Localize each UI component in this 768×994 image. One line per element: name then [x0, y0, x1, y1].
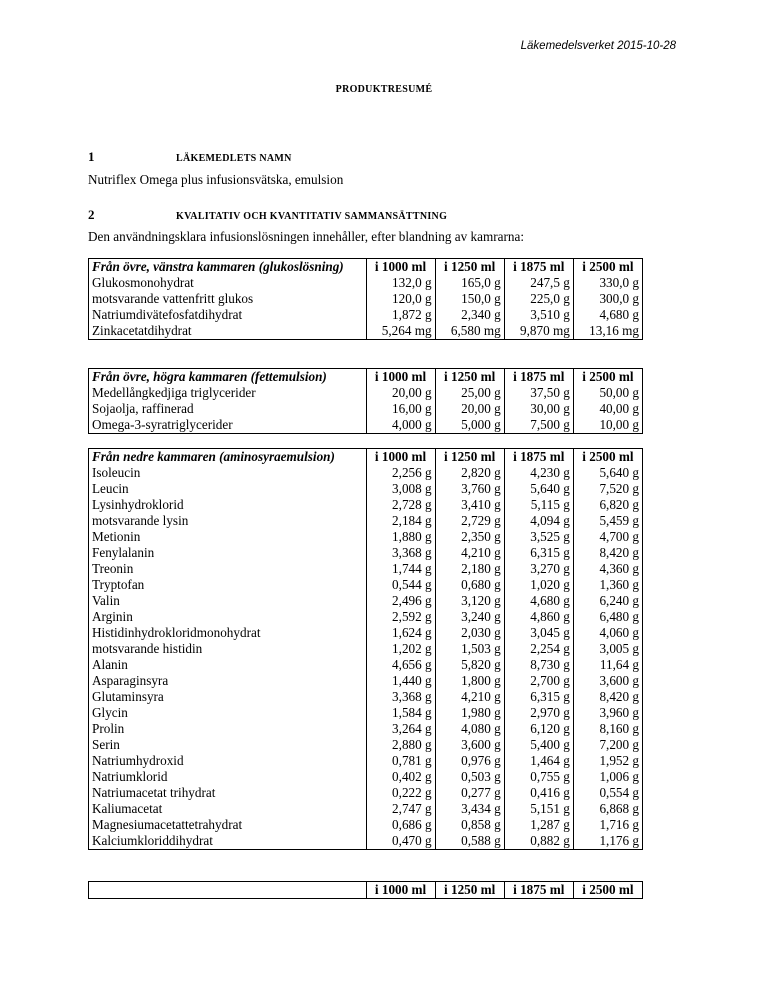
table-row	[89, 577, 643, 593]
table-row	[89, 625, 643, 641]
ingredient-value: 3,264 g	[366, 721, 435, 737]
ingredient-name: Metionin	[89, 529, 367, 545]
column-header: i 1000 ml	[366, 449, 435, 466]
ingredient-value: 2,592 g	[366, 609, 435, 625]
ingredient-name: Isoleucin	[89, 465, 367, 481]
table-row	[89, 689, 643, 705]
ingredient-value: 4,210 g	[435, 545, 504, 561]
ingredient-value: 0,544 g	[366, 577, 435, 593]
ingredient-name: Glutaminsyra	[89, 689, 367, 705]
ingredient-value: 0,755 g	[504, 769, 573, 785]
table-row	[89, 801, 643, 817]
ingredient-value: 3,240 g	[435, 609, 504, 625]
ingredient-value: 1,952 g	[573, 753, 642, 769]
table-row	[89, 545, 643, 561]
table-row	[89, 275, 643, 291]
ingredient-value: 4,000 g	[366, 417, 435, 434]
table-glucose-chamber	[88, 258, 643, 340]
table-row	[89, 561, 643, 577]
section-1-heading	[88, 149, 292, 165]
table-row	[89, 401, 643, 417]
ingredient-value: 30,00 g	[504, 401, 573, 417]
ingredient-value: 225,0 g	[504, 291, 573, 307]
ingredient-value: 3,368 g	[366, 689, 435, 705]
ingredient-name: Sojaolja, raffinerad	[89, 401, 367, 417]
ingredient-value: 4,060 g	[573, 625, 642, 641]
column-header: i 1250 ml	[435, 259, 504, 276]
ingredient-value: 5,640 g	[504, 481, 573, 497]
ingredient-value: 7,200 g	[573, 737, 642, 753]
ingredient-value: 1,440 g	[366, 673, 435, 689]
ingredient-value: 6,240 g	[573, 593, 642, 609]
table-row	[89, 385, 643, 401]
ingredient-value: 25,00 g	[435, 385, 504, 401]
ingredient-name: Medellångkedjiga triglycerider	[89, 385, 367, 401]
table-row	[89, 737, 643, 753]
ingredient-name: Natriumhydroxid	[89, 753, 367, 769]
ingredient-name: motsvarande lysin	[89, 513, 367, 529]
ingredient-name: motsvarande vattenfritt glukos	[89, 291, 367, 307]
header-date: Läkemedelsverket 2015-10-28	[520, 40, 676, 52]
ingredient-value: 1,744 g	[366, 561, 435, 577]
ingredient-value: 50,00 g	[573, 385, 642, 401]
column-header: i 1250 ml	[435, 369, 504, 386]
ingredient-name: Glukosmonohydrat	[89, 275, 367, 291]
ingredient-value: 330,0 g	[573, 275, 642, 291]
ingredient-value: 20,00 g	[435, 401, 504, 417]
ingredient-value: 10,00 g	[573, 417, 642, 434]
ingredient-value: 1,800 g	[435, 673, 504, 689]
ingredient-value: 0,416 g	[504, 785, 573, 801]
ingredient-value: 4,094 g	[504, 513, 573, 529]
ingredient-value: 0,503 g	[435, 769, 504, 785]
table-row	[89, 481, 643, 497]
ingredient-value: 3,368 g	[366, 545, 435, 561]
composition-intro: Den användningsklara infusionslösningen innehåller, efter blandning av kamrarna:	[88, 229, 524, 244]
ingredient-value: 1,716 g	[573, 817, 642, 833]
table-section-title	[89, 882, 367, 899]
ingredient-name: Serin	[89, 737, 367, 753]
ingredient-value: 132,0 g	[366, 275, 435, 291]
table-row	[89, 721, 643, 737]
ingredient-value: 6,820 g	[573, 497, 642, 513]
ingredient-value: 5,820 g	[435, 657, 504, 673]
ingredient-value: 2,350 g	[435, 529, 504, 545]
ingredient-value: 8,160 g	[573, 721, 642, 737]
ingredient-value: 1,584 g	[366, 705, 435, 721]
document-title: PRODUKTRESUMÉ	[335, 84, 433, 95]
ingredient-value: 4,656 g	[366, 657, 435, 673]
section-number: 2	[88, 207, 95, 222]
table-row	[89, 513, 643, 529]
ingredient-value: 4,680 g	[573, 307, 642, 323]
ingredient-value: 3,434 g	[435, 801, 504, 817]
ingredient-value: 11,64 g	[573, 657, 642, 673]
ingredient-value: 0,858 g	[435, 817, 504, 833]
ingredient-value: 0,277 g	[435, 785, 504, 801]
ingredient-name: Asparaginsyra	[89, 673, 367, 689]
ingredient-value: 0,686 g	[366, 817, 435, 833]
ingredient-value: 16,00 g	[366, 401, 435, 417]
ingredient-value: 2,970 g	[504, 705, 573, 721]
ingredient-value: 0,554 g	[573, 785, 642, 801]
ingredient-value: 1,020 g	[504, 577, 573, 593]
table-section-title: Från övre, vänstra kammaren (glukoslösning)	[89, 259, 367, 276]
column-header: i 1000 ml	[366, 259, 435, 276]
table-row	[89, 593, 643, 609]
column-header: i 1250 ml	[435, 449, 504, 466]
ingredient-value: 5,000 g	[435, 417, 504, 434]
column-header: i 1875 ml	[504, 369, 573, 386]
product-name: Nutriflex Omega plus infusionsvätska, emulsion	[88, 172, 344, 187]
ingredient-value: 6,868 g	[573, 801, 642, 817]
ingredient-value: 13,16 mg	[573, 323, 642, 340]
table-header-row	[89, 369, 643, 386]
column-header: i 1000 ml	[366, 369, 435, 386]
section-title: LÄKEMEDLETS NAMN	[176, 153, 292, 164]
ingredient-name: Natriumklorid	[89, 769, 367, 785]
ingredient-value: 8,420 g	[573, 545, 642, 561]
ingredient-value: 150,0 g	[435, 291, 504, 307]
section-2-heading	[88, 207, 447, 223]
ingredient-value: 37,50 g	[504, 385, 573, 401]
table-row	[89, 705, 643, 721]
ingredient-value: 247,5 g	[504, 275, 573, 291]
ingredient-value: 2,880 g	[366, 737, 435, 753]
ingredient-name: Tryptofan	[89, 577, 367, 593]
ingredient-value: 0,222 g	[366, 785, 435, 801]
table-row	[89, 609, 643, 625]
section-title: KVALITATIV OCH KVANTITATIV SAMMANSÄTTNING	[176, 211, 448, 222]
ingredient-value: 2,180 g	[435, 561, 504, 577]
ingredient-value: 4,680 g	[504, 593, 573, 609]
ingredient-value: 6,120 g	[504, 721, 573, 737]
ingredient-value: 6,315 g	[504, 545, 573, 561]
ingredient-value: 2,700 g	[504, 673, 573, 689]
table-row	[89, 417, 643, 434]
table-section-title: Från övre, högra kammaren (fettemulsion)	[89, 369, 367, 386]
ingredient-value: 2,340 g	[435, 307, 504, 323]
ingredient-value: 7,520 g	[573, 481, 642, 497]
ingredient-value: 6,580 mg	[435, 323, 504, 340]
ingredient-value: 3,760 g	[435, 481, 504, 497]
ingredient-name: Arginin	[89, 609, 367, 625]
table-row	[89, 657, 643, 673]
ingredient-value: 2,030 g	[435, 625, 504, 641]
ingredient-name: Alanin	[89, 657, 367, 673]
table-header-row	[89, 259, 643, 276]
ingredient-value: 40,00 g	[573, 401, 642, 417]
ingredient-value: 3,270 g	[504, 561, 573, 577]
ingredient-value: 0,781 g	[366, 753, 435, 769]
table-row	[89, 497, 643, 513]
ingredient-value: 300,0 g	[573, 291, 642, 307]
ingredient-name: Kalciumkloriddihydrat	[89, 833, 367, 850]
ingredient-name: Histidinhydrokloridmonohydrat	[89, 625, 367, 641]
ingredient-value: 4,230 g	[504, 465, 573, 481]
ingredient-value: 1,464 g	[504, 753, 573, 769]
column-header: i 1875 ml	[504, 882, 573, 899]
column-header: i 1875 ml	[504, 259, 573, 276]
ingredient-name: Prolin	[89, 721, 367, 737]
ingredient-value: 5,264 mg	[366, 323, 435, 340]
ingredient-value: 1,503 g	[435, 641, 504, 657]
ingredient-name: Leucin	[89, 481, 367, 497]
ingredient-value: 3,600 g	[573, 673, 642, 689]
ingredient-name: motsvarande histidin	[89, 641, 367, 657]
column-header: i 1000 ml	[366, 882, 435, 899]
table-amino-acid-chamber	[88, 448, 643, 850]
ingredient-value: 20,00 g	[366, 385, 435, 401]
ingredient-value: 0,402 g	[366, 769, 435, 785]
ingredient-value: 5,115 g	[504, 497, 573, 513]
ingredient-value: 2,729 g	[435, 513, 504, 529]
ingredient-value: 4,210 g	[435, 689, 504, 705]
table-next-header	[88, 881, 643, 899]
ingredient-value: 1,980 g	[435, 705, 504, 721]
column-header: i 2500 ml	[573, 369, 642, 386]
ingredient-value: 4,860 g	[504, 609, 573, 625]
ingredient-value: 3,525 g	[504, 529, 573, 545]
ingredient-value: 4,360 g	[573, 561, 642, 577]
ingredient-name: Fenylalanin	[89, 545, 367, 561]
ingredient-value: 1,176 g	[573, 833, 642, 850]
section-number: 1	[88, 149, 95, 164]
ingredient-value: 1,202 g	[366, 641, 435, 657]
ingredient-value: 1,880 g	[366, 529, 435, 545]
ingredient-name: Lysinhydroklorid	[89, 497, 367, 513]
ingredient-value: 3,960 g	[573, 705, 642, 721]
table-row	[89, 323, 643, 340]
table-row	[89, 641, 643, 657]
table-fat-emulsion-chamber	[88, 368, 643, 434]
ingredient-name: Zinkacetatdihydrat	[89, 323, 367, 340]
ingredient-value: 9,870 mg	[504, 323, 573, 340]
column-header: i 2500 ml	[573, 259, 642, 276]
table-row	[89, 817, 643, 833]
table-row	[89, 673, 643, 689]
ingredient-value: 165,0 g	[435, 275, 504, 291]
column-header: i 2500 ml	[573, 449, 642, 466]
ingredient-value: 2,728 g	[366, 497, 435, 513]
ingredient-value: 2,256 g	[366, 465, 435, 481]
ingredient-value: 3,005 g	[573, 641, 642, 657]
ingredient-name: Natriumdivätefosfatdihydrat	[89, 307, 367, 323]
ingredient-value: 1,360 g	[573, 577, 642, 593]
ingredient-name: Natriumacetat trihydrat	[89, 785, 367, 801]
ingredient-value: 8,420 g	[573, 689, 642, 705]
ingredient-value: 2,747 g	[366, 801, 435, 817]
ingredient-value: 1,872 g	[366, 307, 435, 323]
ingredient-value: 2,820 g	[435, 465, 504, 481]
ingredient-value: 1,006 g	[573, 769, 642, 785]
ingredient-value: 0,470 g	[366, 833, 435, 850]
ingredient-value: 0,976 g	[435, 753, 504, 769]
ingredient-value: 8,730 g	[504, 657, 573, 673]
ingredient-name: Magnesiumacetattetrahydrat	[89, 817, 367, 833]
ingredient-value: 5,640 g	[573, 465, 642, 481]
ingredient-name: Treonin	[89, 561, 367, 577]
ingredient-value: 0,680 g	[435, 577, 504, 593]
ingredient-value: 3,045 g	[504, 625, 573, 641]
ingredient-name: Glycin	[89, 705, 367, 721]
ingredient-value: 3,008 g	[366, 481, 435, 497]
ingredient-value: 0,882 g	[504, 833, 573, 850]
table-section-title: Från nedre kammaren (aminosyraemulsion)	[89, 449, 367, 466]
column-header: i 1875 ml	[504, 449, 573, 466]
ingredient-value: 5,400 g	[504, 737, 573, 753]
ingredient-value: 5,151 g	[504, 801, 573, 817]
table-row	[89, 529, 643, 545]
column-header: i 2500 ml	[573, 882, 642, 899]
ingredient-value: 1,624 g	[366, 625, 435, 641]
ingredient-value: 120,0 g	[366, 291, 435, 307]
ingredient-value: 6,315 g	[504, 689, 573, 705]
table-row	[89, 769, 643, 785]
table-row	[89, 307, 643, 323]
ingredient-value: 2,184 g	[366, 513, 435, 529]
table-header-row	[89, 882, 643, 899]
ingredient-value: 2,254 g	[504, 641, 573, 657]
table-row	[89, 785, 643, 801]
ingredient-value: 7,500 g	[504, 417, 573, 434]
ingredient-value: 6,480 g	[573, 609, 642, 625]
column-header: i 1250 ml	[435, 882, 504, 899]
table-row	[89, 833, 643, 850]
ingredient-value: 4,700 g	[573, 529, 642, 545]
table-header-row	[89, 449, 643, 466]
ingredient-value: 3,120 g	[435, 593, 504, 609]
ingredient-value: 2,496 g	[366, 593, 435, 609]
ingredient-name: Kaliumacetat	[89, 801, 367, 817]
ingredient-value: 0,588 g	[435, 833, 504, 850]
ingredient-value: 3,410 g	[435, 497, 504, 513]
table-row	[89, 291, 643, 307]
ingredient-value: 5,459 g	[573, 513, 642, 529]
ingredient-value: 1,287 g	[504, 817, 573, 833]
ingredient-value: 3,600 g	[435, 737, 504, 753]
table-row	[89, 753, 643, 769]
ingredient-name: Valin	[89, 593, 367, 609]
ingredient-value: 4,080 g	[435, 721, 504, 737]
ingredient-name: Omega-3-syratriglycerider	[89, 417, 367, 434]
ingredient-value: 3,510 g	[504, 307, 573, 323]
table-row	[89, 465, 643, 481]
